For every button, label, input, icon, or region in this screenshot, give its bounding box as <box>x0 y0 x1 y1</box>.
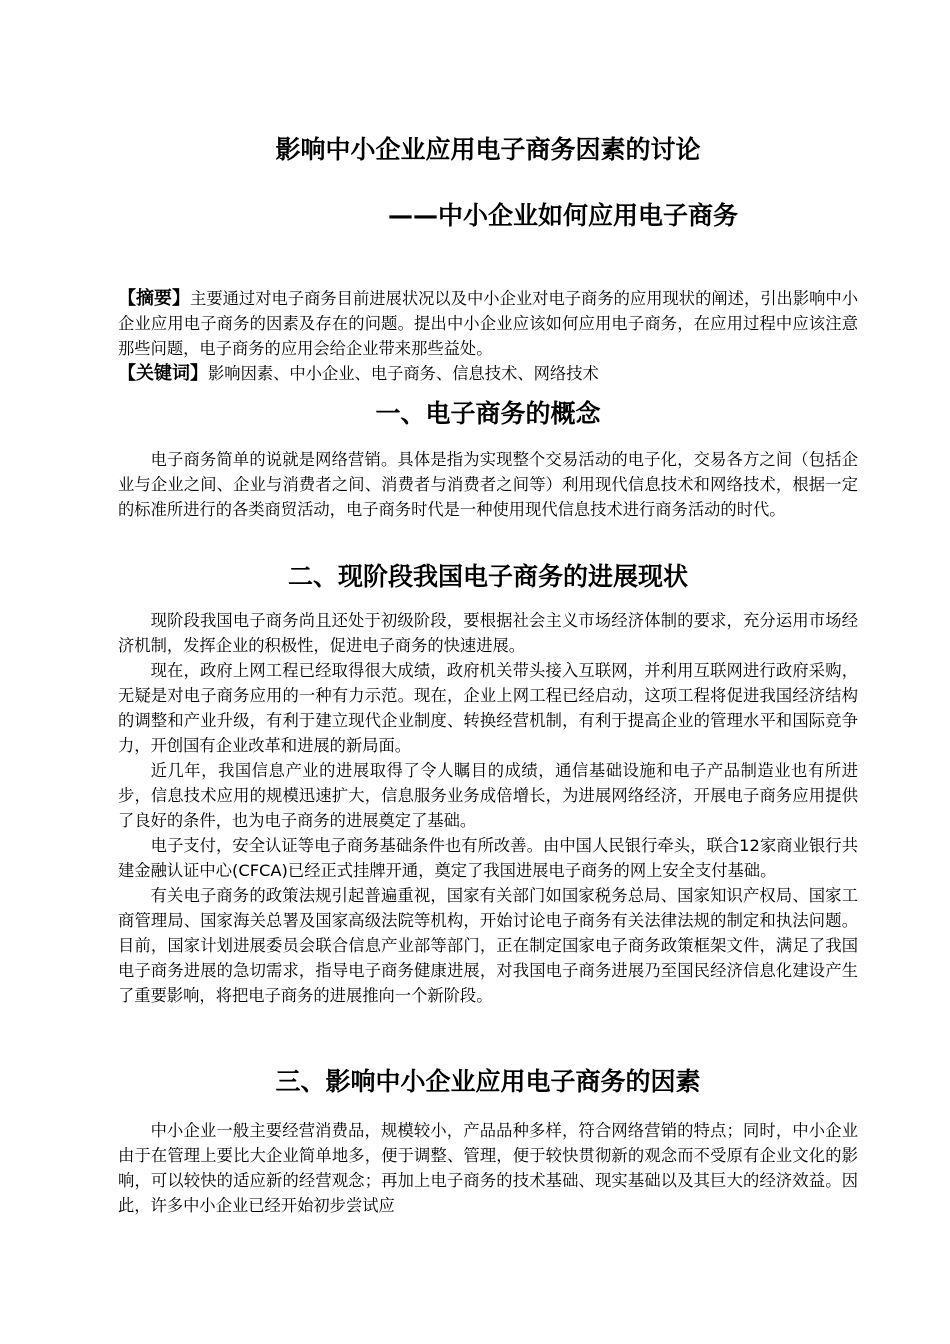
abstract-block <box>118 286 858 386</box>
section-1-body <box>118 447 858 522</box>
document-subtitle: ——中小企业如何应用电子商务 <box>388 201 739 230</box>
paragraph: 有关电子商务的政策法规引起普遍重视，国家有关部门如国家税务总局、国家知识产权局、国家工商管理局、国家海关总署及国家高级法院等机构，开始讨论电子商务有关法律法规的制定和执法问题。目前，国家计划进展委员会联合信息产业部等部门，正在制定国家电子商务政策框架文件，满足了我国电子商务进展的急切需求，指导电子商务健康进展，对我国电子商务进展乃至国民经济信息化建设产生了重要影响，将把电子商务的进展推向一个新阶段。 <box>118 886 858 1005</box>
paragraph: 电子商务简单的说就是网络营销。具体是指为实现整个交易活动的电子化，交易各方之间（包括企业与企业之间、企业与消费者之间、消费者与消费者之间等）利用现代信息技术和网络技术，根据一定的标准所进行的各类商贸活动，电子商务时代是一种使用现代信息技术进行商务活动的时代。 <box>118 450 858 519</box>
section-heading-3: 三、影响中小企业应用电子商务的因素 <box>275 1067 701 1096</box>
abstract-label: 【摘要】 <box>118 288 191 309</box>
keywords-text: 影响因素、中小企业、电子商务、信息技术、网络技术 <box>208 364 599 383</box>
document-title: 影响中小企业应用电子商务因素的讨论 <box>275 135 701 164</box>
section-2-body <box>118 608 858 1008</box>
paragraph: 电子支付，安全认证等电子商务基础条件也有所改善。由中国人民银行牵头，联合12家商业银行共建金融认证中心(CFCA)已经正式挂牌开通，奠定了我国进展电子商务的网上安全支付基础。 <box>118 836 858 880</box>
keywords-label: 【关键词】 <box>118 363 208 384</box>
section-heading-1: 一、电子商务的概念 <box>375 399 601 428</box>
abstract-text: 主要通过对电子商务目前进展状况以及中小企业对电子商务的应用现状的阐述，引出影响中小企业应用电子商务的因素及存在的问题。提出中小企业应该如何应用电子商务，在应用过程中应该注意那些问题，电子商务的应用会给企业带来那些益处。 <box>118 289 858 358</box>
keywords-paragraph <box>118 361 858 386</box>
paragraph: 现在，政府上网工程已经取得很大成绩，政府机关带头接入互联网，并利用互联网进行政府采购，无疑是对电子商务应用的一种有力示范。现在，企业上网工程已经启动，这项工程将促进我国经济结构的调整和产业升级，有利于建立现代企业制度、转换经营机制，有利于提高企业的管理水平和国际竞争力，开创国有企业改革和进展的新局面。 <box>118 661 858 755</box>
section-heading-2: 二、现阶段我国电子商务的进展现状 <box>287 562 688 591</box>
section-3-body <box>118 1118 858 1218</box>
paragraph: 现阶段我国电子商务尚且还处于初级阶段，要根据社会主义市场经济体制的要求，充分运用市场经济机制，发挥企业的积极性，促进电子商务的快速进展。 <box>118 611 858 655</box>
abstract-paragraph <box>118 286 858 361</box>
paragraph: 近几年，我国信息产业的进展取得了令人瞩目的成绩，通信基础设施和电子产品制造业也有所进步，信息技术应用的规模迅速扩大，信息服务业务成倍增长，为进展网络经济，开展电子商务应用提供了良好的条件，也为电子商务的进展奠定了基础。 <box>118 761 858 830</box>
paragraph: 中小企业一般主要经营消费品，规模较小，产品品种多样，符合网络营销的特点；同时，中小企业由于在管理上要比大企业简单地多，便于调整、管理，便于较快贯彻新的观念而不受原有企业文化的影响，可以较快的适应新的经营观念；再加上电子商务的技术基础、现实基础以及其巨大的经济效益。因此，许多中小企业已经开始初步尝试应 <box>118 1121 858 1215</box>
